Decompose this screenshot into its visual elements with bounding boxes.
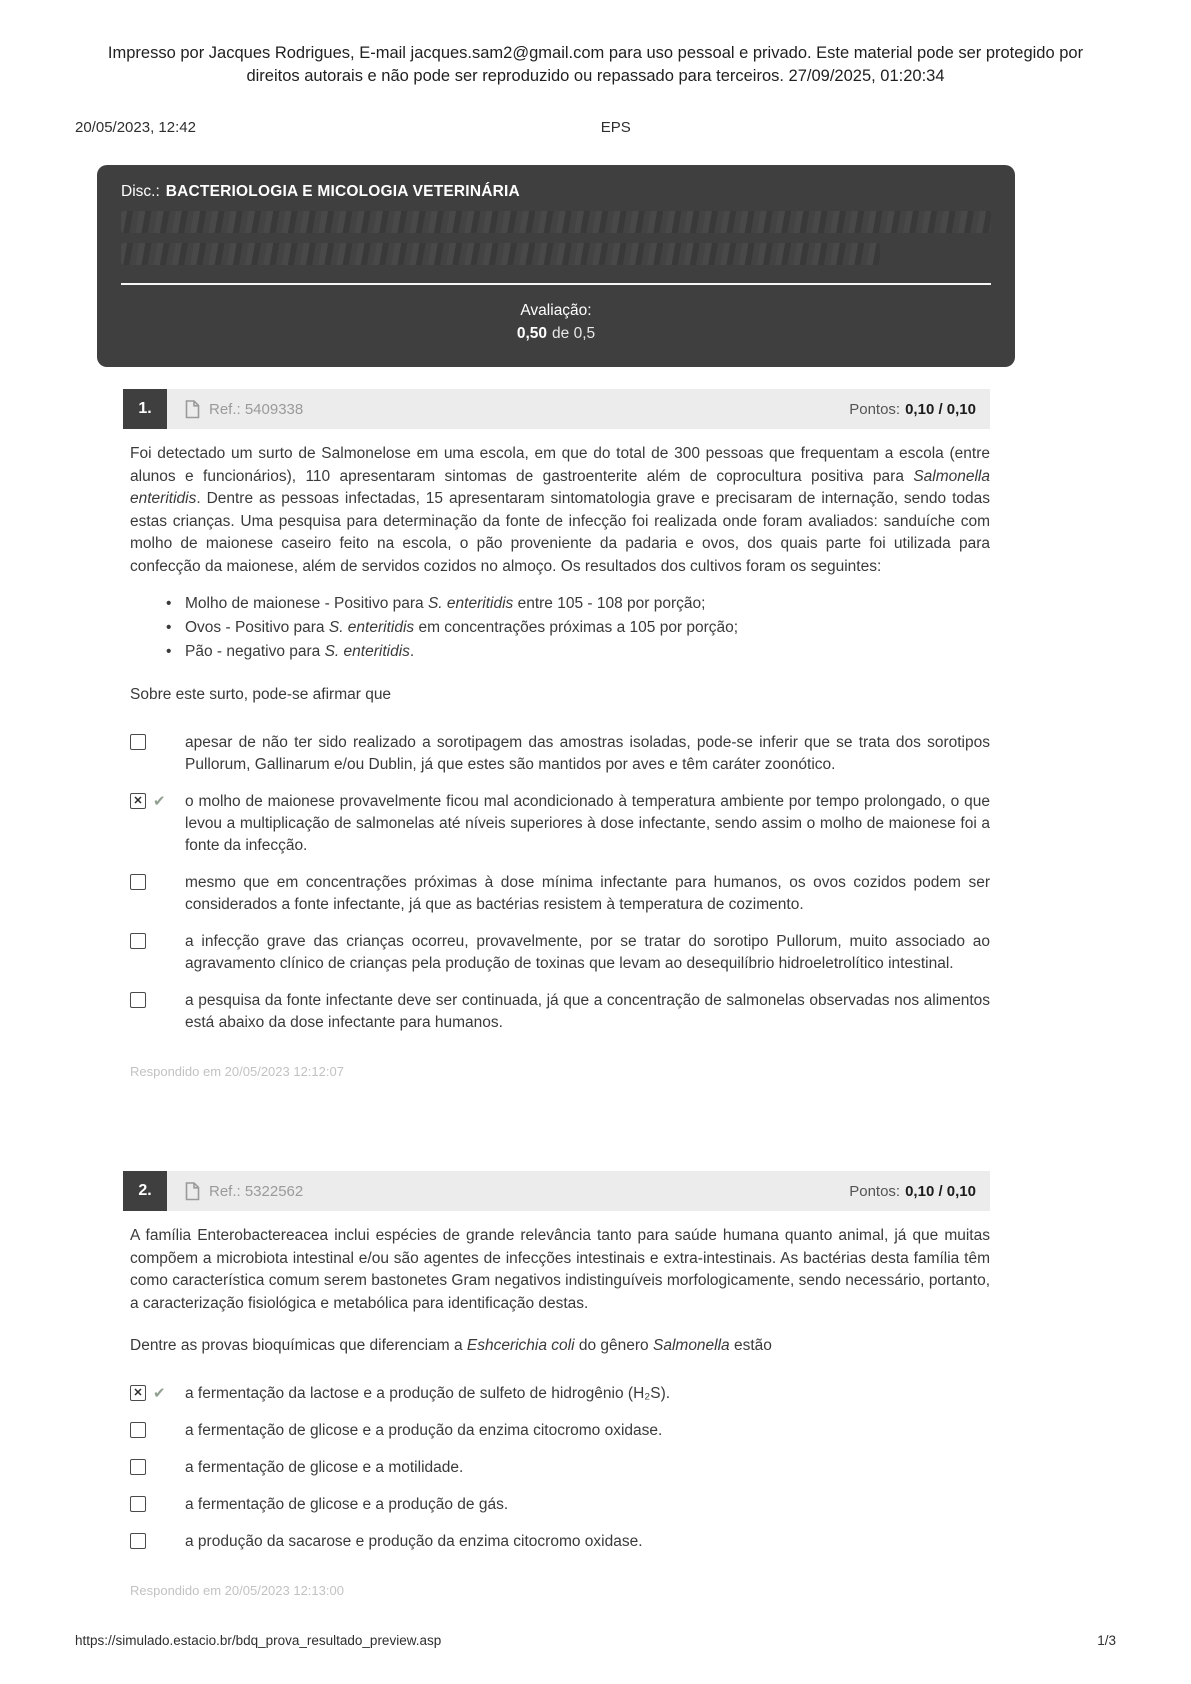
option-check-area: [123, 1457, 185, 1475]
answer-option: [123, 872, 990, 916]
page-title: EPS: [600, 118, 631, 136]
pontos-block: [849, 401, 990, 418]
course-card: [97, 165, 1015, 368]
option-check-area: [123, 732, 185, 750]
option-text: mesmo que em concentrações próximas à dose mínima infectante para humanos, os ovos cozidos podem ser considerados a fonte infectante, já que as bactérias resistem à temperatura de cozimento.: [185, 874, 990, 914]
option-checkbox[interactable]: [130, 933, 146, 949]
question-2-header: [123, 1171, 990, 1211]
question-2: [123, 1171, 990, 1598]
option-check-area: [123, 990, 185, 1008]
footer-url: https://simulado.estacio.br/bdq_prova_resultado_preview.asp: [75, 1633, 442, 1648]
disc-label: Disc.:: [121, 182, 160, 200]
option-check-area: [123, 1383, 185, 1401]
question-ref: Ref.: 5409338: [209, 400, 304, 418]
option-text: o molho de maionese provavelmente ficou mal acondicionado à temperatura ambiente por tempo prolongado, o que levou a multiplicação de salmonelas até níveis superiores à dose infectante, sendo assim o molho de maionese foi a fonte da infecção.: [185, 793, 990, 855]
redacted-info-bar: [121, 243, 880, 265]
footer-page-number: 1/3: [1097, 1633, 1116, 1648]
option-checkbox[interactable]: [130, 1533, 146, 1549]
question-prompt: Dentre as provas bioquímicas que diferenciam a Eshcerichia coli do gênero Salmonella estão: [130, 1337, 772, 1355]
answered-timestamp: Respondido em 20/05/2023 12:13:00: [130, 1583, 344, 1599]
answer-option: [123, 1531, 990, 1553]
page-meta: [75, 119, 1116, 139]
pontos-label: Pontos:: [849, 400, 901, 418]
pontos-value: 0,10 / 0,10: [905, 1182, 976, 1200]
option-checkbox[interactable]: [130, 734, 146, 750]
answer-option: [123, 791, 990, 857]
answer-option: [123, 1420, 990, 1442]
selected-x-icon: ✕: [133, 1386, 143, 1399]
print-datetime: 20/05/2023, 12:42: [75, 118, 196, 136]
answer-options: [123, 732, 990, 1034]
score-line: [115, 322, 997, 345]
question-number: 2.: [123, 1171, 167, 1211]
correct-check-icon: ✔: [153, 792, 166, 810]
answer-option: [123, 732, 990, 776]
answer-options: [123, 1383, 990, 1553]
card-divider: [121, 283, 991, 285]
print-watermark: [0, 0, 1191, 89]
option-check-area: [123, 1420, 185, 1438]
option-check-area: [123, 791, 185, 809]
option-checkbox[interactable]: [130, 1422, 146, 1438]
option-check-area: [123, 931, 185, 949]
option-checkbox[interactable]: [130, 793, 146, 809]
answer-option: [123, 931, 990, 975]
watermark-line1: Impresso por Jacques Rodrigues, E-mail jacques.sam2@gmail.com para uso pessoal e privado. Este material pode ser protegido por: [107, 44, 1084, 62]
redacted-info-bar: [121, 211, 991, 233]
document-icon: [185, 400, 200, 419]
option-text: apesar de não ter sido realizado a sorotipagem das amostras isoladas, pode-se inferir que se trata dos sorotipos Pullorum, Gallinarum e/ou Dublin, já que estes são mantidos por aves e têm caráter zoonótico.: [185, 734, 990, 774]
question-1-header: [123, 389, 990, 429]
question-number: 1.: [123, 389, 167, 429]
option-check-area: [123, 1494, 185, 1512]
pontos-value: 0,10 / 0,10: [905, 400, 976, 418]
option-text: a infecção grave das crianças ocorreu, provavelmente, por se tratar do sorotipo Pullorum, muito associado ao agravamento clínico de crianças pela produção de toxinas que levam ao desequilíbrio hidroeletrolítico intestinal.: [185, 933, 990, 973]
watermark-line2: direitos autorais e não pode ser reproduzido ou repassado para terceiros. 27/09/2025, 01:20:34: [246, 67, 945, 86]
question-text: Foi detectado um surto de Salmonelose em uma escola, em que do total de 300 pessoas que frequentam a escola (entre alunos e funcionários), 110 apresentaram sintomas de gastroenterite além de coprocultura positiva para Salmonella enteritidis. Dentre as pessoas infectadas, 15 apresentaram sintomatologia grave e precisaram de internação, sendo todas estas crianças. Uma pesquisa para determinação da fonte de infecção foi realizada onde foram avaliados: sanduíche com molho de maionese caseiro feito na escola, o pão proveniente da padaria e ovos, dos quais parte foi utilizada para confecção da maionese, além de servidos cozidos no almoço. Os resultados dos cultivos foram os seguintes:: [130, 445, 990, 575]
bullet-item: • Pão - negativo para S. enteritidis.: [166, 640, 990, 664]
option-text: a fermentação de glicose e a produção de gás.: [185, 1496, 509, 1514]
question-prompt: Sobre este surto, pode-se afirmar que: [130, 686, 392, 704]
option-text: a produção da sacarose e produção da enzima citocromo oxidase.: [185, 1533, 643, 1551]
bullet-item: • Ovos - Positivo para S. enteritidis em concentrações próximas a 105 por porção;: [166, 616, 990, 640]
correct-check-icon: ✔: [153, 1384, 166, 1402]
discipline-line: [115, 183, 997, 201]
answer-option: [123, 1457, 990, 1479]
option-checkbox[interactable]: [130, 1459, 146, 1475]
pontos-label: Pontos:: [849, 1182, 901, 1200]
option-text: a fermentação de glicose e a produção da enzima citocromo oxidase.: [185, 1422, 663, 1440]
option-check-area: [123, 872, 185, 890]
document-icon: [185, 1182, 200, 1201]
results-bullet-list: [166, 592, 990, 664]
avaliacao-block: [115, 299, 997, 346]
option-check-area: [123, 1531, 185, 1549]
answer-option: [123, 1494, 990, 1516]
answer-option: [123, 1383, 990, 1405]
option-checkbox[interactable]: [130, 992, 146, 1008]
question-ref: Ref.: 5322562: [209, 1182, 304, 1200]
option-checkbox[interactable]: [130, 1496, 146, 1512]
course-name: BACTERIOLOGIA E MICOLOGIA VETERINÁRIA: [165, 182, 520, 200]
option-text: a fermentação de glicose e a motilidade.: [185, 1459, 464, 1477]
option-text: a fermentação da lactose e a produção de sulfeto de hidrogênio (H₂S).: [185, 1385, 671, 1403]
page-footer: [75, 1633, 1116, 1648]
option-checkbox[interactable]: [130, 874, 146, 890]
bullet-item: • Molho de maionese - Positivo para S. enteritidis entre 105 - 108 por porção;: [166, 592, 990, 616]
avaliacao-label: Avaliação:: [520, 301, 592, 319]
question-text: A família Enterobactereacea inclui espécies de grande relevância tanto para saúde humana quanto animal, já que muitas compõem a microbiota intestinal e/ou são agentes de infecções intestinais e extra-intestinais. As bactérias desta família têm como característica comum serem bastonetes Gram negativos indistinguíveis morfologicamente, sendo necessário, portanto, a caracterização fisiológica e metabólica para identificação destas.: [130, 1227, 990, 1312]
question-1: [123, 389, 990, 1079]
selected-x-icon: ✕: [133, 794, 143, 807]
answer-option: [123, 990, 990, 1034]
score-total: de 0,5: [552, 325, 596, 343]
option-checkbox[interactable]: [130, 1385, 146, 1401]
score-value: 0,50: [516, 325, 548, 343]
answered-timestamp: Respondido em 20/05/2023 12:12:07: [130, 1064, 344, 1080]
option-text: a pesquisa da fonte infectante deve ser continuada, já que a concentração de salmonelas observadas nos alimentos está abaixo da dose infectante para humanos.: [185, 992, 990, 1032]
pontos-block: [849, 1183, 990, 1200]
